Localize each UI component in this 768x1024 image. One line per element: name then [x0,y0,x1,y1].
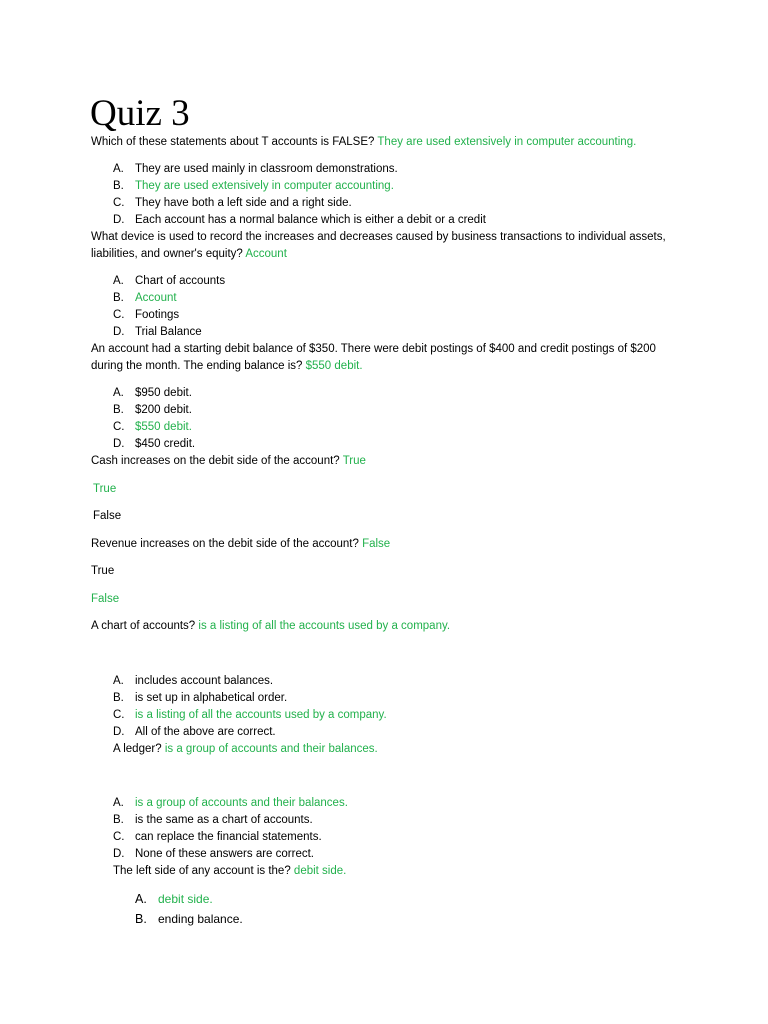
question-text: Which of these statements about T accounts is FALSE? [91,136,375,148]
option-text: includes account balances. [135,675,274,687]
question-2 [91,229,681,263]
option-letter: B. [113,814,124,826]
option-text: $950 debit. [135,387,192,399]
option-text: ending balance. [158,912,243,926]
question-text: Revenue increases on the debit side of the account? [91,538,359,550]
option-text: They have both a left side and a right side. [135,197,352,209]
option-b [113,812,313,829]
option-c [113,829,322,846]
choice-true: True [93,483,117,495]
option-text: Each account has a normal balance which is either a debit or a credit [135,214,486,226]
option-text: $450 credit. [135,438,196,450]
option-letter: D. [113,214,125,226]
option-text: All of the above are correct. [135,726,276,738]
option-text: They are used extensively in computer accounting. [135,180,394,192]
option-a [113,673,273,690]
option-letter: C. [113,197,125,209]
option-letter: A. [113,163,124,175]
option-b [113,690,287,707]
question-text: Cash increases on the debit side of the account? [91,455,340,467]
question-answer: True [342,455,366,467]
option-letter: A. [113,275,124,287]
question-text: What device is used to record the increases and decreases caused by business transactions to individual assets, liabilities, and owner's equity? [91,231,666,260]
page-title: Quiz 3 [90,93,190,134]
option-letter: C. [113,309,125,321]
option-b [113,402,192,419]
option-text: is set up in alphabetical order. [135,692,288,704]
option-letter: B. [113,404,124,416]
question-answer: False [362,538,391,550]
option-a [135,891,213,908]
option-c [113,195,352,212]
option-text: debit side. [158,892,213,906]
question-answer: is a group of accounts and their balances. [164,743,378,755]
question-text: A chart of accounts? [91,620,196,632]
question-text: An account had a starting debit balance of $350. There were debit postings of $400 and credit postings of $200 during the month. The ending balance is? [91,343,656,372]
question-7 [113,741,703,758]
option-letter: A. [113,387,124,399]
choice-true: True [91,565,115,577]
option-letter: A. [135,892,147,906]
option-d [113,724,276,741]
option-a [113,795,348,812]
question-text: A ledger? [113,743,162,755]
option-text: Chart of accounts [135,275,226,287]
question-5 [91,536,681,553]
question-1 [91,134,681,151]
question-answer: Account [245,248,287,260]
option-d [113,846,314,863]
option-text: Account [135,292,177,304]
option-letter: D. [113,326,125,338]
question-text: The left side of any account is the? [113,865,291,877]
question-answer: debit side. [293,865,347,877]
option-letter: D. [113,848,125,860]
option-text: Footings [135,309,180,321]
choice-false: False [93,510,122,522]
question-3 [91,341,681,375]
option-a [113,385,192,402]
option-letter: C. [113,421,125,433]
option-text: is the same as a chart of accounts. [135,814,313,826]
option-letter: C. [113,709,125,721]
option-b [113,290,177,307]
question-4 [91,453,681,470]
option-text: $550 debit. [135,421,192,433]
option-letter: B. [113,180,124,192]
option-b [113,178,394,195]
option-d [113,324,202,341]
option-text: They are used mainly in classroom demonstrations. [135,163,398,175]
option-text: None of these answers are correct. [135,848,314,860]
question-answer: is a listing of all the accounts used by a company. [198,620,451,632]
question-answer: They are used extensively in computer accounting. [377,136,637,148]
option-text: Trial Balance [135,326,202,338]
option-letter: A. [113,675,124,687]
option-letter: B. [113,692,124,704]
option-a [113,161,398,178]
option-a [113,273,225,290]
option-text: is a listing of all the accounts used by a company. [135,709,387,721]
option-letter: A. [113,797,124,809]
choice-false: False [91,593,120,605]
option-d [113,436,195,453]
question-8 [113,863,703,880]
option-text: can replace the financial statements. [135,831,322,843]
option-c [113,307,179,324]
option-letter: B. [113,292,124,304]
option-b [135,911,243,928]
option-text: $200 debit. [135,404,192,416]
question-6 [91,618,681,635]
option-d [113,212,486,229]
option-text: is a group of accounts and their balances. [135,797,348,809]
question-answer: $550 debit. [305,360,363,372]
option-letter: D. [113,726,125,738]
option-c [113,707,387,724]
option-c [113,419,192,436]
option-letter: B. [135,912,147,926]
option-letter: C. [113,831,125,843]
option-letter: D. [113,438,125,450]
